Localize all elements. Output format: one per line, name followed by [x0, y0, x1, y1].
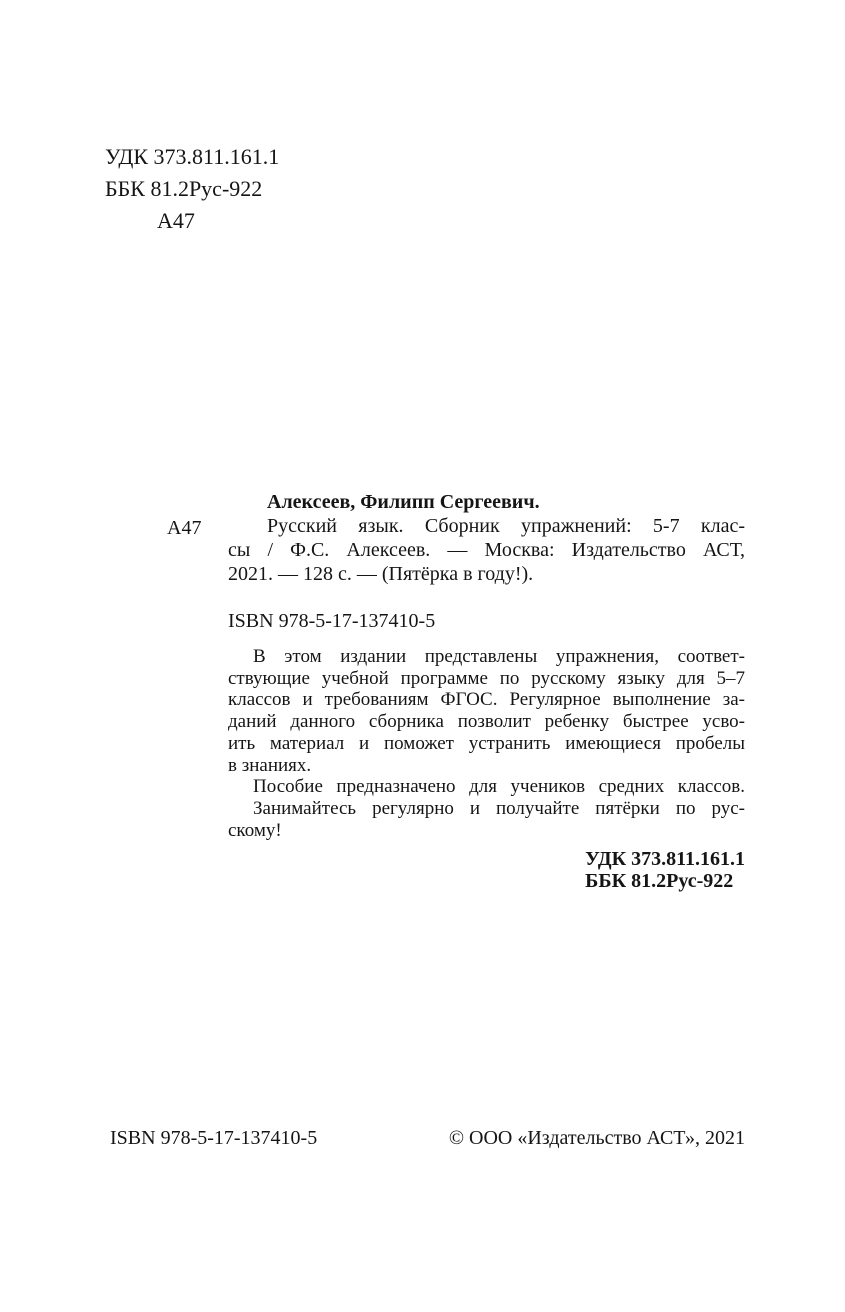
- top-classification-block: [105, 141, 279, 237]
- annotation-line: в знаниях.: [228, 754, 312, 776]
- footer-copyright: © ООО «Издательство АСТ», 2021: [448, 1127, 745, 1149]
- annotation-line: В этом издании представлены упражнения, соответ-: [253, 646, 745, 667]
- bottom-classification-block: [228, 848, 745, 892]
- bottom-udk-line: УДК 373.811.161.1: [585, 848, 745, 871]
- bottom-classification-inner: [585, 848, 745, 892]
- bottom-bbk-line: ББК 81.2Рус-922: [585, 870, 734, 893]
- top-bbk-line: ББК 81.2Рус-922: [105, 176, 263, 201]
- card-author-sign: А47: [167, 517, 202, 539]
- bib-line: 2021. — 128 с. — (Пятёрка в году!).: [228, 563, 534, 585]
- annotation-block: [228, 646, 745, 841]
- bib-line: Русский язык. Сборник упражнений: 5-7 клас-: [267, 515, 745, 537]
- annotation-line: ствующие учебной программе по русскому языку для 5–7: [228, 667, 745, 689]
- annotation-line: даний данного сборника позволит ребенку быстрее усво-: [228, 711, 745, 733]
- annotation-line: скому!: [228, 819, 282, 841]
- card-author-heading: Алексеев, Филипп Сергеевич.: [267, 491, 540, 513]
- bib-line: сы / Ф.С. Алексеев. — Москва: Издательство АСТ,: [228, 539, 745, 561]
- top-udk-line: УДК 373.811.161.1: [105, 144, 280, 169]
- annotation-line: ить материал и поможет устранить имеющиеся пробелы: [228, 732, 745, 754]
- annotation-line: классов и требованиям ФГОС. Регулярное выполнение за-: [228, 689, 745, 711]
- top-author-sign: А47: [157, 208, 195, 233]
- imprint-footer: [110, 1126, 745, 1150]
- card-isbn: ISBN 978-5-17-137410-5: [228, 610, 436, 632]
- annotation-line: Занимайтесь регулярно и получайте пятёрки по рус-: [253, 797, 745, 819]
- annotation-line: Пособие предназначено для учеников средних классов.: [253, 776, 745, 798]
- catalog-card: [167, 490, 745, 893]
- footer-isbn: ISBN 978-5-17-137410-5: [110, 1127, 318, 1149]
